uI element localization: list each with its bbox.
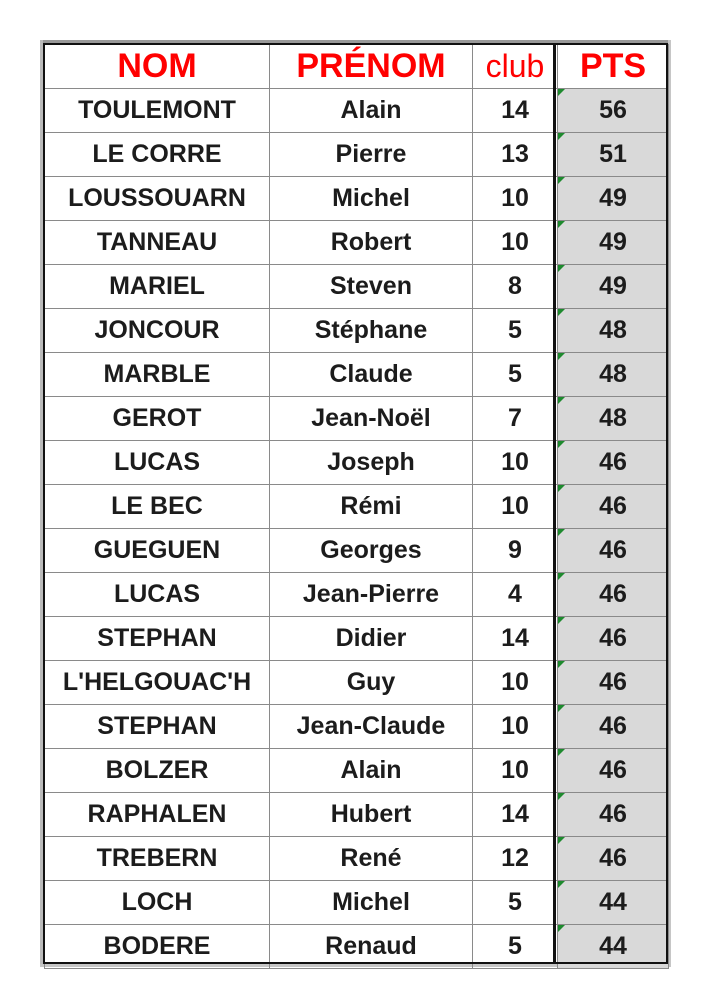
club-cell[interactable]: 5 <box>473 353 558 397</box>
club-cell[interactable]: 10 <box>473 221 558 265</box>
pts-cell[interactable]: 46 <box>558 837 669 881</box>
pts-cell[interactable]: 51 <box>558 133 669 177</box>
nom-cell[interactable]: LUCAS <box>45 573 270 617</box>
pts-cell[interactable]: 44 <box>558 881 669 925</box>
prenom-cell[interactable]: Hubert <box>270 793 473 837</box>
header-pts[interactable]: PTS <box>558 45 669 89</box>
prenom-cell[interactable]: Didier <box>270 617 473 661</box>
nom-cell[interactable]: BODERE <box>45 925 270 969</box>
club-cell[interactable]: 10 <box>473 485 558 529</box>
club-cell[interactable]: 4 <box>473 573 558 617</box>
club-cell[interactable]: 10 <box>473 441 558 485</box>
prenom-cell[interactable]: Jean-Pierre <box>270 573 473 617</box>
prenom-cell[interactable]: Michel <box>270 177 473 221</box>
table-row <box>45 89 669 133</box>
club-cell[interactable]: 5 <box>473 925 558 969</box>
pts-cell[interactable]: 46 <box>558 617 669 661</box>
club-cell[interactable]: 12 <box>473 837 558 881</box>
prenom-cell[interactable]: Robert <box>270 221 473 265</box>
header-club[interactable]: club <box>473 45 558 89</box>
prenom-cell[interactable]: Georges <box>270 529 473 573</box>
table-row <box>45 353 669 397</box>
pts-cell[interactable]: 46 <box>558 705 669 749</box>
prenom-cell[interactable]: Jean-Claude <box>270 705 473 749</box>
table-row <box>45 133 669 177</box>
club-cell[interactable]: 5 <box>473 881 558 925</box>
table-row <box>45 221 669 265</box>
pts-cell[interactable]: 48 <box>558 397 669 441</box>
pts-cell[interactable]: 44 <box>558 925 669 969</box>
nom-cell[interactable]: TOULEMONT <box>45 89 270 133</box>
header-nom[interactable]: NOM <box>45 45 270 89</box>
pts-cell[interactable]: 46 <box>558 441 669 485</box>
table-row <box>45 617 669 661</box>
pts-cell[interactable]: 46 <box>558 661 669 705</box>
sheet-top-edge <box>40 40 670 43</box>
table-row <box>45 837 669 881</box>
prenom-cell[interactable]: Jean-Noël <box>270 397 473 441</box>
pts-cell[interactable]: 49 <box>558 177 669 221</box>
pts-cell[interactable]: 46 <box>558 573 669 617</box>
table-row <box>45 925 669 969</box>
table-row <box>45 485 669 529</box>
nom-cell[interactable]: STEPHAN <box>45 617 270 661</box>
pts-cell[interactable]: 49 <box>558 221 669 265</box>
pts-cell[interactable]: 56 <box>558 89 669 133</box>
table-row <box>45 661 669 705</box>
nom-cell[interactable]: GEROT <box>45 397 270 441</box>
table-row <box>45 177 669 221</box>
pts-cell[interactable]: 49 <box>558 265 669 309</box>
table-row <box>45 705 669 749</box>
pts-cell[interactable]: 46 <box>558 749 669 793</box>
nom-cell[interactable]: JONCOUR <box>45 309 270 353</box>
table-row <box>45 881 669 925</box>
table-row <box>45 309 669 353</box>
prenom-cell[interactable]: Michel <box>270 881 473 925</box>
sheet-left-edge <box>40 40 43 964</box>
club-cell[interactable]: 9 <box>473 529 558 573</box>
prenom-cell[interactable]: René <box>270 837 473 881</box>
table-row <box>45 265 669 309</box>
nom-cell[interactable]: LUCAS <box>45 441 270 485</box>
prenom-cell[interactable]: Renaud <box>270 925 473 969</box>
prenom-cell[interactable]: Steven <box>270 265 473 309</box>
nom-cell[interactable]: MARBLE <box>45 353 270 397</box>
pts-cell[interactable]: 48 <box>558 309 669 353</box>
table-row <box>45 397 669 441</box>
table-row <box>45 749 669 793</box>
club-cell[interactable]: 13 <box>473 133 558 177</box>
club-cell[interactable]: 14 <box>473 793 558 837</box>
club-cell[interactable]: 8 <box>473 265 558 309</box>
table-row <box>45 529 669 573</box>
prenom-cell[interactable]: Pierre <box>270 133 473 177</box>
prenom-cell[interactable]: Joseph <box>270 441 473 485</box>
header-prenom[interactable]: PRÉNOM <box>270 45 473 89</box>
table-row <box>45 793 669 837</box>
header-row <box>45 45 669 89</box>
nom-cell[interactable]: BOLZER <box>45 749 270 793</box>
club-cell[interactable]: 10 <box>473 749 558 793</box>
club-cell[interactable]: 10 <box>473 177 558 221</box>
table-row <box>45 573 669 617</box>
nom-cell[interactable]: LOCH <box>45 881 270 925</box>
pts-cell[interactable]: 46 <box>558 529 669 573</box>
prenom-cell[interactable]: Alain <box>270 749 473 793</box>
club-cell[interactable]: 10 <box>473 705 558 749</box>
prenom-cell[interactable]: Rémi <box>270 485 473 529</box>
nom-cell[interactable]: TREBERN <box>45 837 270 881</box>
nom-cell[interactable]: RAPHALEN <box>45 793 270 837</box>
prenom-cell[interactable]: Alain <box>270 89 473 133</box>
pts-cell[interactable]: 46 <box>558 485 669 529</box>
club-cell[interactable]: 14 <box>473 617 558 661</box>
nom-cell[interactable]: LOUSSOUARN <box>45 177 270 221</box>
nom-cell[interactable]: LE CORRE <box>45 133 270 177</box>
nom-cell[interactable]: MARIEL <box>45 265 270 309</box>
nom-cell[interactable]: LE BEC <box>45 485 270 529</box>
nom-cell[interactable]: GUEGUEN <box>45 529 270 573</box>
table-row <box>45 441 669 485</box>
club-cell[interactable]: 10 <box>473 661 558 705</box>
pts-cell[interactable]: 46 <box>558 793 669 837</box>
club-cell[interactable]: 7 <box>473 397 558 441</box>
pts-cell[interactable]: 48 <box>558 353 669 397</box>
nom-cell[interactable]: TANNEAU <box>45 221 270 265</box>
prenom-cell[interactable]: Guy <box>270 661 473 705</box>
prenom-cell[interactable]: Claude <box>270 353 473 397</box>
nom-cell[interactable]: L'HELGOUAC'H <box>45 661 270 705</box>
club-cell[interactable]: 5 <box>473 309 558 353</box>
club-cell[interactable]: 14 <box>473 89 558 133</box>
prenom-cell[interactable]: Stéphane <box>270 309 473 353</box>
ranking-table <box>44 44 669 969</box>
nom-cell[interactable]: STEPHAN <box>45 705 270 749</box>
